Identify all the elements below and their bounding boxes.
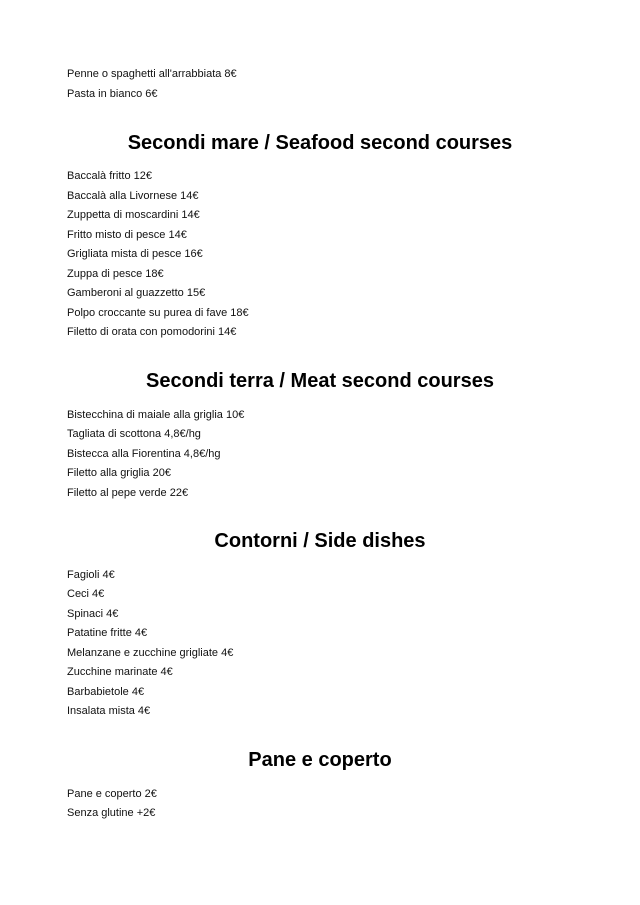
menu-item: Pane e coperto 2€ bbox=[67, 788, 157, 800]
menu-item: Bistecchina di maiale alla griglia 10€ bbox=[67, 409, 245, 421]
menu-item: Tagliata di scottona 4,8€/hg bbox=[67, 428, 201, 440]
menu-item: Patatine fritte 4€ bbox=[67, 627, 148, 639]
menu-item: Senza glutine +2€ bbox=[67, 807, 156, 819]
menu-item: Filetto di orata con pomodorini 14€ bbox=[67, 326, 237, 338]
menu-item: Baccalà fritto 12€ bbox=[67, 170, 152, 182]
menu-item: Fritto misto di pesce 14€ bbox=[67, 229, 187, 241]
menu-item: Baccalà alla Livornese 14€ bbox=[67, 190, 199, 202]
menu-item: Polpo croccante su purea di fave 18€ bbox=[67, 307, 249, 319]
menu-item: Zucchine marinate 4€ bbox=[67, 666, 173, 678]
menu-item: Zuppetta di moscardini 14€ bbox=[67, 209, 200, 221]
menu-item: Spinaci 4€ bbox=[67, 608, 119, 620]
menu-item: Gamberoni al guazzetto 15€ bbox=[67, 287, 206, 299]
section-heading-side-dishes: Contorni / Side dishes bbox=[214, 530, 426, 552]
menu-item: Filetto al pepe verde 22€ bbox=[67, 487, 189, 499]
menu-item: Grigliata mista di pesce 16€ bbox=[67, 248, 203, 260]
menu-item: Pasta in bianco 6€ bbox=[67, 88, 158, 100]
menu-item: Melanzane e zucchine grigliate 4€ bbox=[67, 647, 234, 659]
menu-item: Ceci 4€ bbox=[67, 588, 105, 600]
menu-item: Bistecca alla Fiorentina 4,8€/hg bbox=[67, 448, 221, 460]
section-heading-bread-cover: Pane e coperto bbox=[248, 749, 392, 771]
menu-item: Barbabietole 4€ bbox=[67, 686, 145, 698]
menu-item: Penne o spaghetti all'arrabbiata 8€ bbox=[67, 68, 237, 80]
section-heading-meat: Secondi terra / Meat second courses bbox=[146, 370, 494, 392]
menu-item: Fagioli 4€ bbox=[67, 569, 115, 581]
menu-item: Filetto alla griglia 20€ bbox=[67, 467, 171, 479]
section-heading-seafood: Secondi mare / Seafood second courses bbox=[127, 132, 513, 154]
menu-item: Zuppa di pesce 18€ bbox=[67, 268, 164, 280]
menu-item: Insalata mista 4€ bbox=[67, 705, 151, 717]
